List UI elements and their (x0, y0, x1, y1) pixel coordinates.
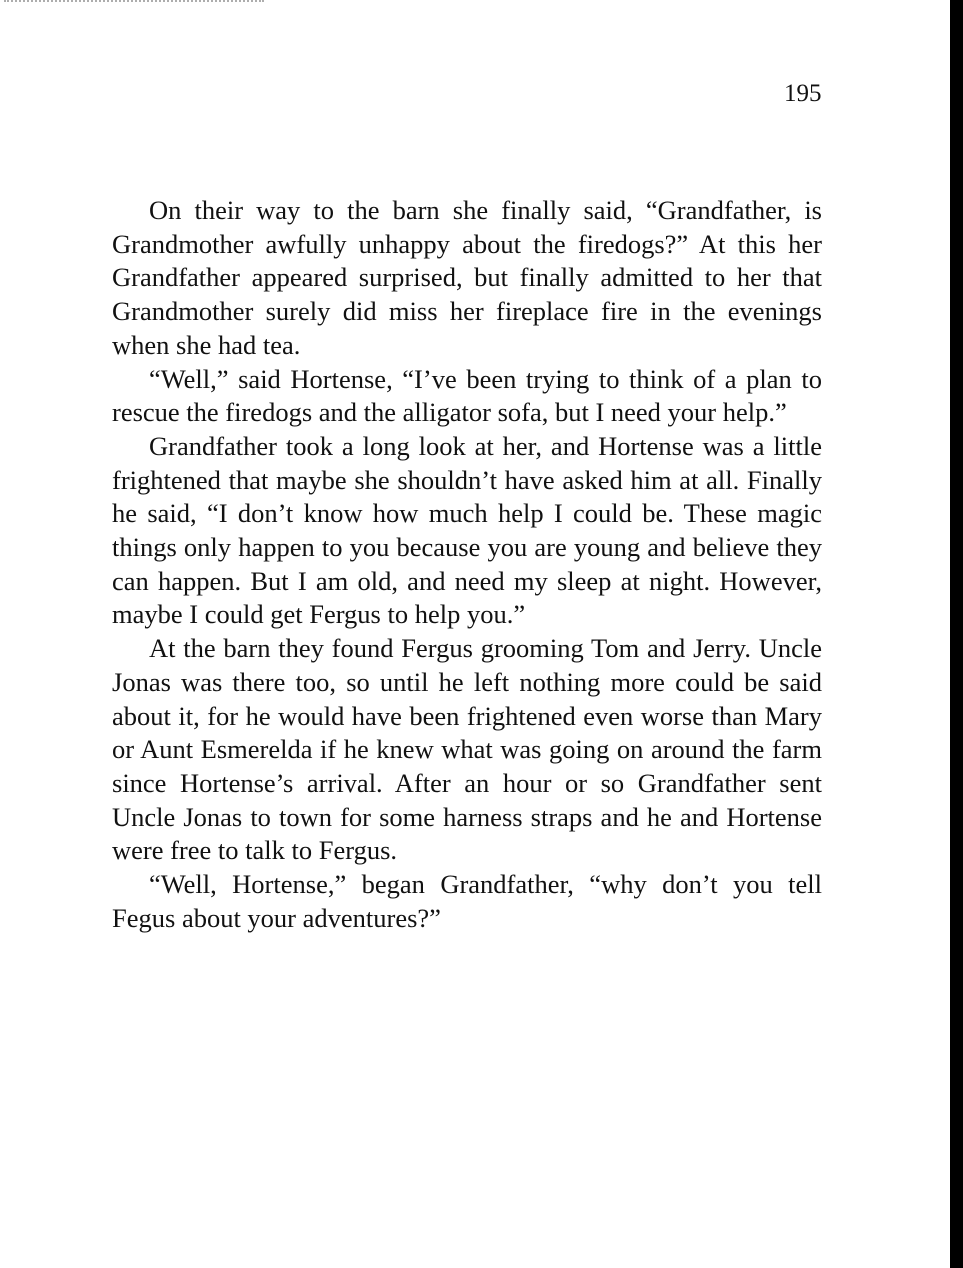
paragraph: On their way to the barn she finally said, “Grandfather, is Grandmother awfully unhappy about the firedogs?” At this her Grandfather appeared surprised, but finally admitted to her that Grandmother surely did miss her fireplace fire in the evenings when she had tea. (112, 195, 822, 360)
paragraph: “Well,” said Hortense, “I’ve been trying to think of a plan to rescue the firedogs and the alligator sofa, but I need your help.” (112, 363, 822, 428)
paragraph: Grandfather took a long look at her, and Hortense was a little frightened that maybe she shouldn’t have asked him at all. Finally he said, “I don’t know how much help I could be. These magic things only happen to you because you are young and believe they can happen. But I am old, and need my sleep at night. However, maybe I could get Fergus to help you.” (112, 430, 822, 630)
body-text (112, 194, 822, 935)
page-number: 195 (784, 80, 822, 107)
scan-artifact (4, 0, 264, 5)
paragraph: At the barn they found Fergus grooming Tom and Jerry. Uncle Jonas was there too, so until he left nothing more could be said about it, for he would have been frightened even worse than Mary or Aunt Esmerelda if he knew what was going on around the farm since Hortense’s arrival. After an hour or so Grandfather sent Uncle Jonas to town for some harness straps and he and Hortense were free to talk to Fergus. (112, 633, 822, 866)
page-edge-shadow (950, 0, 963, 1268)
paragraph: “Well, Hortense,” began Grandfather, “why don’t you tell Fegus about your adventures?” (112, 869, 822, 933)
